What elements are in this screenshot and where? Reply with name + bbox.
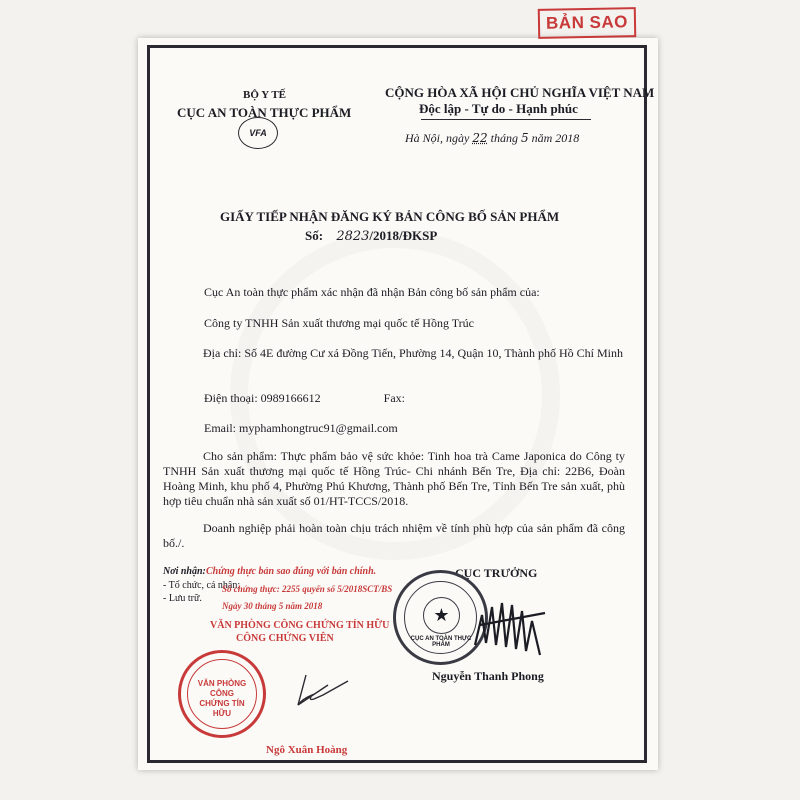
intro-text: Cục An toàn thực phẩm xác nhận đã nhận Bản công bố sản phẩm của: [204, 285, 540, 299]
document-title: GIẤY TIẾP NHẬN ĐĂNG KÝ BẢN CÔNG BỐ SẢN PHẨM [220, 209, 560, 224]
company-address: Địa chỉ: Số 4E đường Cư xá Đồng Tiến, Phường 14, Quận 10, Thành phố Hồ Chí Minh [203, 346, 623, 360]
email-line: Email: myphamhongtruc91@gmail.com [204, 421, 398, 435]
phone-value: 0989166612 [260, 391, 321, 405]
ministry-name: BỘ Y TẾ [243, 89, 286, 101]
agency-logo [238, 117, 278, 149]
date-suffix: năm 2018 [531, 131, 580, 145]
date-mid: tháng [490, 131, 518, 145]
number-value: 2823 [336, 229, 370, 244]
copy-stamp: BẢN SAO [538, 7, 637, 39]
phone-label: Điện thoại: [204, 391, 258, 405]
notary-name: Ngô Xuân Hoàng [266, 744, 348, 756]
motto-underline [421, 119, 591, 120]
recipient-2: - Lưu trữ. [163, 593, 202, 604]
republic-name: CỘNG HÒA XÃ HỘI CHỦ NGHĨA VIỆT NAM [385, 85, 655, 100]
certify-number: Số chứng thực: 2255 quyển số 5/2018SCT/BS [222, 584, 393, 594]
number-suffix: /2018/ĐKSP [369, 228, 438, 243]
date-prefix: Hà Nội, ngày [405, 131, 470, 145]
issue-date [405, 131, 579, 146]
recipients-label: Nơi nhận: [163, 566, 206, 577]
date-month: 5 [520, 131, 529, 145]
notary-signature [268, 665, 388, 740]
notary-office: VĂN PHÒNG CÔNG CHỨNG TÍN HỮU [210, 620, 390, 631]
certify-text: Chứng thực bản sao đúng với bản chính. [206, 566, 377, 577]
director-title: CỤC TRƯỞNG [455, 566, 538, 580]
phone-line [204, 391, 405, 406]
notary-seal-text: VĂN PHÒNG CÔNG CHỨNG TÍN HỮU [197, 679, 247, 718]
agency-seal-text: CỤC AN TOÀN THỰC PHẨM [410, 636, 472, 648]
notary-seal [178, 650, 266, 738]
product-description: Cho sản phẩm: Thực phẩm bảo vệ sức khỏe: Tinh hoa trà Came Japonica do Công ty TNHH Sản xuất thương mại quốc tế Hồng Trúc- Chi nhánh Bến Tre, Địa chỉ: 22B6, Đoàn Hoàng Minh, khu phố 4, Phường Phú Khương, Thành phố Bến Tre, Tỉnh Bến Tre sản xuất, phù hợp tiêu chuẩn nhà sản xuất số 01/HT-TCCS/2018. [163, 449, 625, 508]
director-signature [470, 585, 560, 665]
national-emblem-icon: ★ [423, 597, 460, 634]
responsibility-note: Doanh nghiệp phải hoàn toàn chịu trách nhiệm về tính phù hợp của sản phẩm đã công bố./. [163, 521, 625, 550]
company-name: Công ty TNHH Sản xuất thương mại quốc tế Hồng Trúc [204, 316, 474, 330]
number-label: Số: [305, 228, 324, 243]
agency-name: CỤC AN TOÀN THỰC PHẨM [177, 105, 352, 120]
logo-text: VFA [249, 128, 267, 138]
document-number [305, 228, 437, 244]
director-name: Nguyễn Thanh Phong [432, 669, 544, 683]
date-day: 22 [472, 131, 488, 145]
fax-label: Fax: [383, 391, 405, 405]
national-motto: Độc lập - Tự do - Hạnh phúc [419, 101, 578, 116]
recipient-1: - Tổ chức, cá nhân; [163, 580, 241, 591]
notary-title: CÔNG CHỨNG VIÊN [236, 633, 334, 644]
certify-date: Ngày 30 tháng 5 năm 2018 [222, 601, 323, 611]
